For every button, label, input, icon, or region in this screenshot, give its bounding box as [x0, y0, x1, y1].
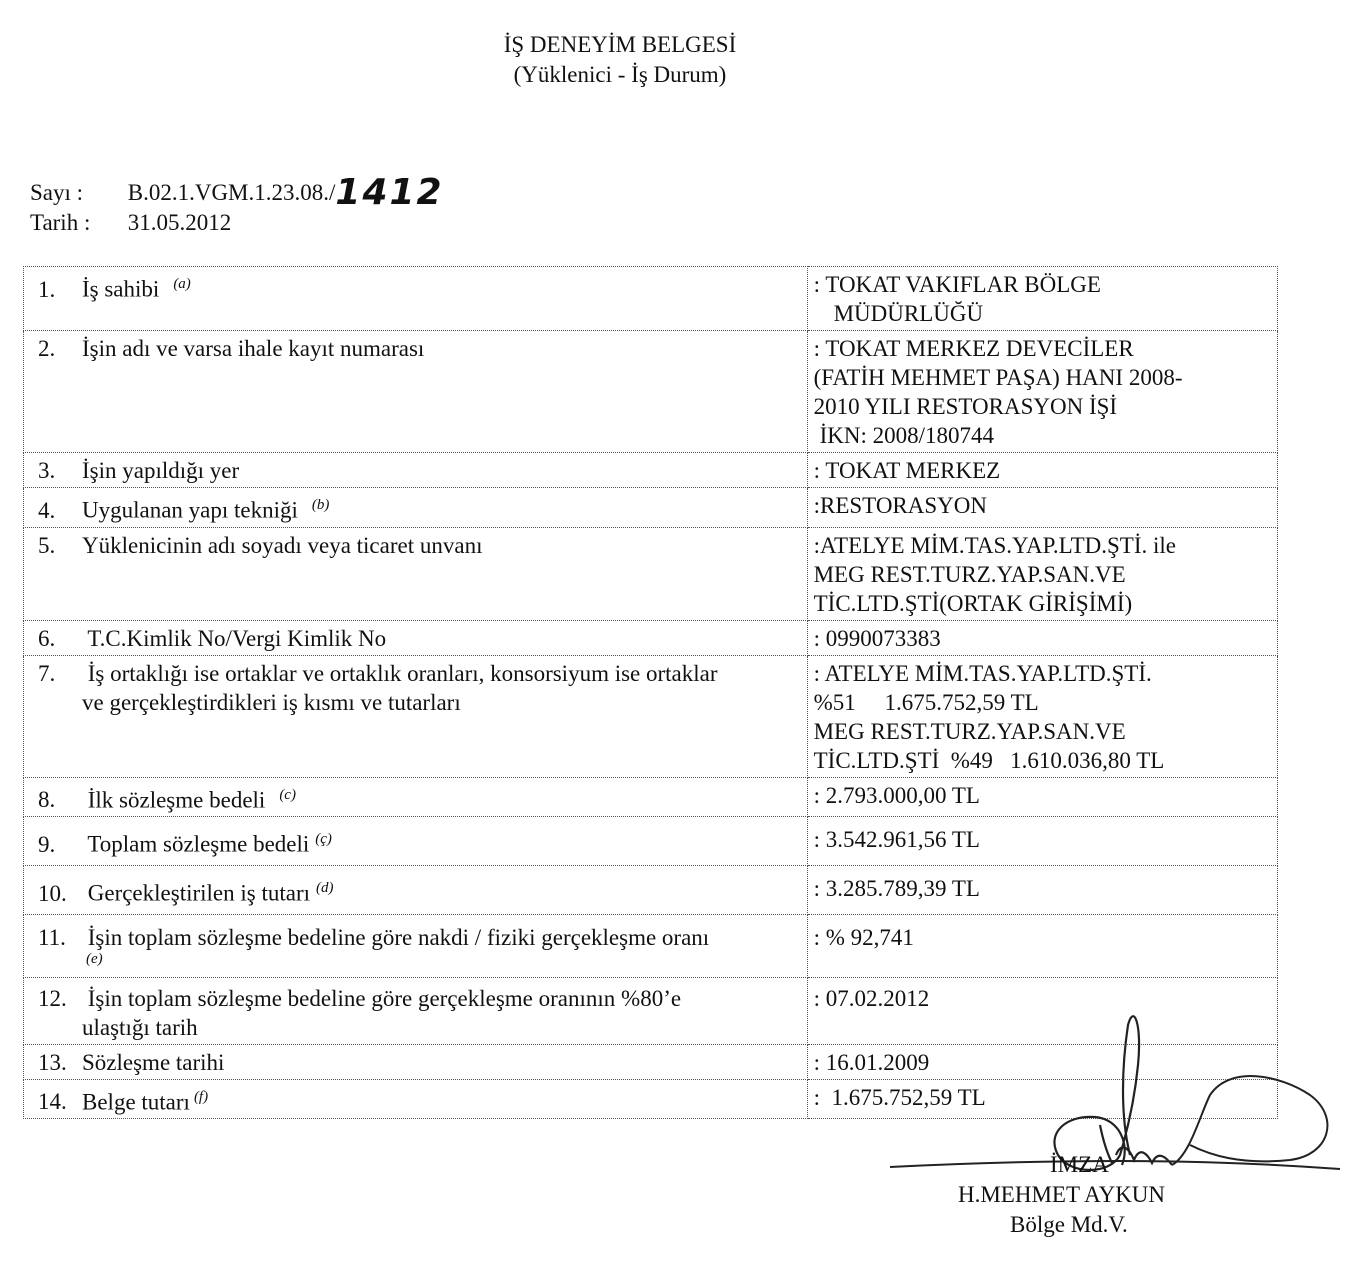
- row-number: 11.: [38, 924, 66, 950]
- table-row: [24, 620, 1278, 655]
- row-value-line: MÜDÜRLÜĞÜ: [833, 301, 984, 326]
- table-row: [24, 267, 1278, 331]
- row-value-cell: [807, 620, 1277, 655]
- sayi-handwritten-number: 1412: [335, 172, 444, 213]
- table-row: [24, 527, 1278, 620]
- row-label: İşin toplam sözleşme bedeline göre nakdi / fiziki gerçekleşme oranı: [82, 924, 710, 950]
- table-row: [24, 865, 1278, 914]
- footnote-mark: (ç): [315, 831, 332, 848]
- row-value-line: : 0990073383: [813, 625, 941, 651]
- sayi-value: B.02.1.VGM.1.23.08./: [127, 180, 336, 205]
- row-label-cell: [24, 331, 808, 453]
- row-value-cell: [807, 865, 1277, 914]
- row-value-line: (FATİH MEHMET PAŞA) HANI 2008-: [813, 365, 1183, 390]
- table-row: [24, 817, 1278, 866]
- row-value-line: : ATELYE MİM.TAS.YAP.LTD.ŞTİ.: [813, 660, 1152, 686]
- row-value-line: : 3.542.961,56 TL: [813, 827, 980, 853]
- row-value-line: : TOKAT MERKEZ: [813, 458, 1001, 483]
- row-number: 14.: [38, 1089, 67, 1115]
- row-value-line: TİC.LTD.ŞTİ(ORTAK GİRİŞİMİ): [813, 590, 1133, 616]
- row-label: İş sahibi: [82, 276, 160, 302]
- experience-table: [23, 266, 1278, 1119]
- row-label-cell: [24, 655, 808, 777]
- row-label-cell: [24, 914, 808, 977]
- row-value-cell: [807, 817, 1277, 866]
- tarih-value: 31.05.2012: [127, 210, 232, 235]
- row-label-cell: [24, 453, 808, 488]
- row-value-line: %51 1.675.752,59 TL: [813, 689, 1039, 715]
- row-label-cell: [24, 527, 808, 620]
- row-number: 4.: [38, 497, 56, 523]
- row-label: İş ortaklığı ise ortaklar ve ortaklık oranları, konsorsiyum ise ortaklar: [82, 660, 718, 686]
- row-label: İşin yapıldığı yer: [82, 458, 240, 483]
- row-number: 7.: [38, 660, 56, 686]
- row-value-cell: [807, 488, 1277, 528]
- row-value-line: : 3.285.789,39 TL: [813, 875, 980, 901]
- row-label: İşin toplam sözleşme bedeline göre gerçekleşme oranının %80’e: [82, 985, 682, 1011]
- row-label: İşin adı ve varsa ihale kayıt numarası: [82, 336, 425, 361]
- row-label-cell: [24, 1079, 808, 1119]
- row-number: 12.: [38, 985, 67, 1011]
- row-number: 1.: [38, 276, 56, 302]
- row-label-cell: [24, 865, 808, 914]
- tarih-label: Tarih :: [30, 210, 91, 235]
- table-row: [24, 655, 1278, 777]
- row-value-line: : 16.01.2009: [813, 1049, 930, 1075]
- row-value-cell: [807, 777, 1277, 817]
- row-number: 3.: [38, 458, 56, 483]
- row-number: 8.: [38, 787, 56, 813]
- row-value-line: : 1.675.752,59 TL: [813, 1084, 986, 1110]
- sayi-line: [30, 172, 444, 213]
- sayi-label: Sayı :: [30, 180, 84, 205]
- footnote-mark: (f): [193, 1088, 209, 1105]
- row-value-cell: [807, 453, 1277, 488]
- row-label-cell: [24, 817, 808, 866]
- row-number: 9.: [38, 831, 56, 857]
- row-label-cell: [24, 777, 808, 817]
- row-number: 2.: [38, 336, 56, 361]
- tarih-line: [30, 208, 231, 238]
- footnote-mark: (b): [311, 497, 330, 513]
- row-label-cell: [24, 488, 808, 528]
- row-value-cell: [807, 655, 1277, 777]
- row-value-line: MEG REST.TURZ.YAP.SAN.VE: [813, 718, 1126, 744]
- row-label-continued: ve gerçekleştirdikleri iş kısmı ve tutarları: [82, 689, 461, 715]
- row-label: Uygulanan yapı tekniği: [82, 497, 298, 523]
- footnote-mark: (a): [173, 276, 191, 292]
- row-label-continued: ulaştığı tarih: [82, 1014, 198, 1040]
- imza-label: İMZA: [1050, 1152, 1109, 1177]
- row-label: T.C.Kimlik No/Vergi Kimlik No: [82, 625, 387, 651]
- row-label-cell: [24, 1044, 808, 1079]
- row-label: Sözleşme tarihi: [82, 1049, 225, 1075]
- row-value-line: :RESTORASYON: [813, 493, 987, 518]
- table-row: [24, 488, 1278, 528]
- footnote-mark: (e): [86, 950, 103, 967]
- table-row: [24, 914, 1278, 977]
- document-subtitle: (Yüklenici - İş Durum): [513, 62, 727, 87]
- table-row: [24, 453, 1278, 488]
- row-value-line: :ATELYE MİM.TAS.YAP.LTD.ŞTİ. ile: [813, 532, 1176, 558]
- row-label-cell: [24, 620, 808, 655]
- row-value-line: : TOKAT VAKIFLAR BÖLGE: [813, 272, 1101, 297]
- footnote-mark: (d): [316, 879, 334, 896]
- row-number: 13.: [38, 1049, 67, 1075]
- row-label: Toplam sözleşme bedeli: [82, 831, 310, 857]
- row-label-cell: [24, 267, 808, 331]
- row-value-line: TİC.LTD.ŞTİ %49 1.610.036,80 TL: [813, 747, 1165, 773]
- row-label: Belge tutarı: [82, 1089, 190, 1115]
- row-label: İlk sözleşme bedeli: [82, 787, 266, 813]
- row-value-line: : % 92,741: [813, 924, 914, 950]
- table-row: [24, 777, 1278, 817]
- row-number: 5.: [38, 532, 56, 558]
- row-value-cell: [807, 914, 1277, 977]
- signatory-name: H.MEHMET AYKUN: [958, 1182, 1166, 1207]
- row-value-line: 2010 YILI RESTORASYON İŞİ: [813, 394, 1118, 419]
- row-label: Gerçekleştirilen iş tutarı: [82, 880, 311, 906]
- row-label: Yüklenicinin adı soyadı veya ticaret unvanı: [82, 532, 483, 558]
- row-value-cell: [807, 331, 1277, 453]
- row-value-cell: [807, 527, 1277, 620]
- row-value-line: İKN: 2008/180744: [819, 423, 995, 448]
- row-number: 10.: [38, 880, 67, 906]
- signatory-position: Bölge Md.V.: [1010, 1212, 1128, 1237]
- handwritten-signature: [890, 1005, 1350, 1205]
- row-label-cell: [24, 977, 808, 1044]
- row-value-line: : TOKAT MERKEZ DEVECİLER: [813, 336, 1134, 361]
- row-value-cell: [807, 267, 1277, 331]
- document-title: İŞ DENEYİM BELGESİ: [503, 32, 737, 57]
- row-value-line: MEG REST.TURZ.YAP.SAN.VE: [813, 561, 1126, 587]
- row-value-line: : 2.793.000,00 TL: [813, 782, 980, 808]
- table-row: [24, 331, 1278, 453]
- footnote-mark: (c): [279, 786, 296, 803]
- row-value-line: : 07.02.2012: [813, 985, 930, 1011]
- row-number: 6.: [38, 625, 56, 651]
